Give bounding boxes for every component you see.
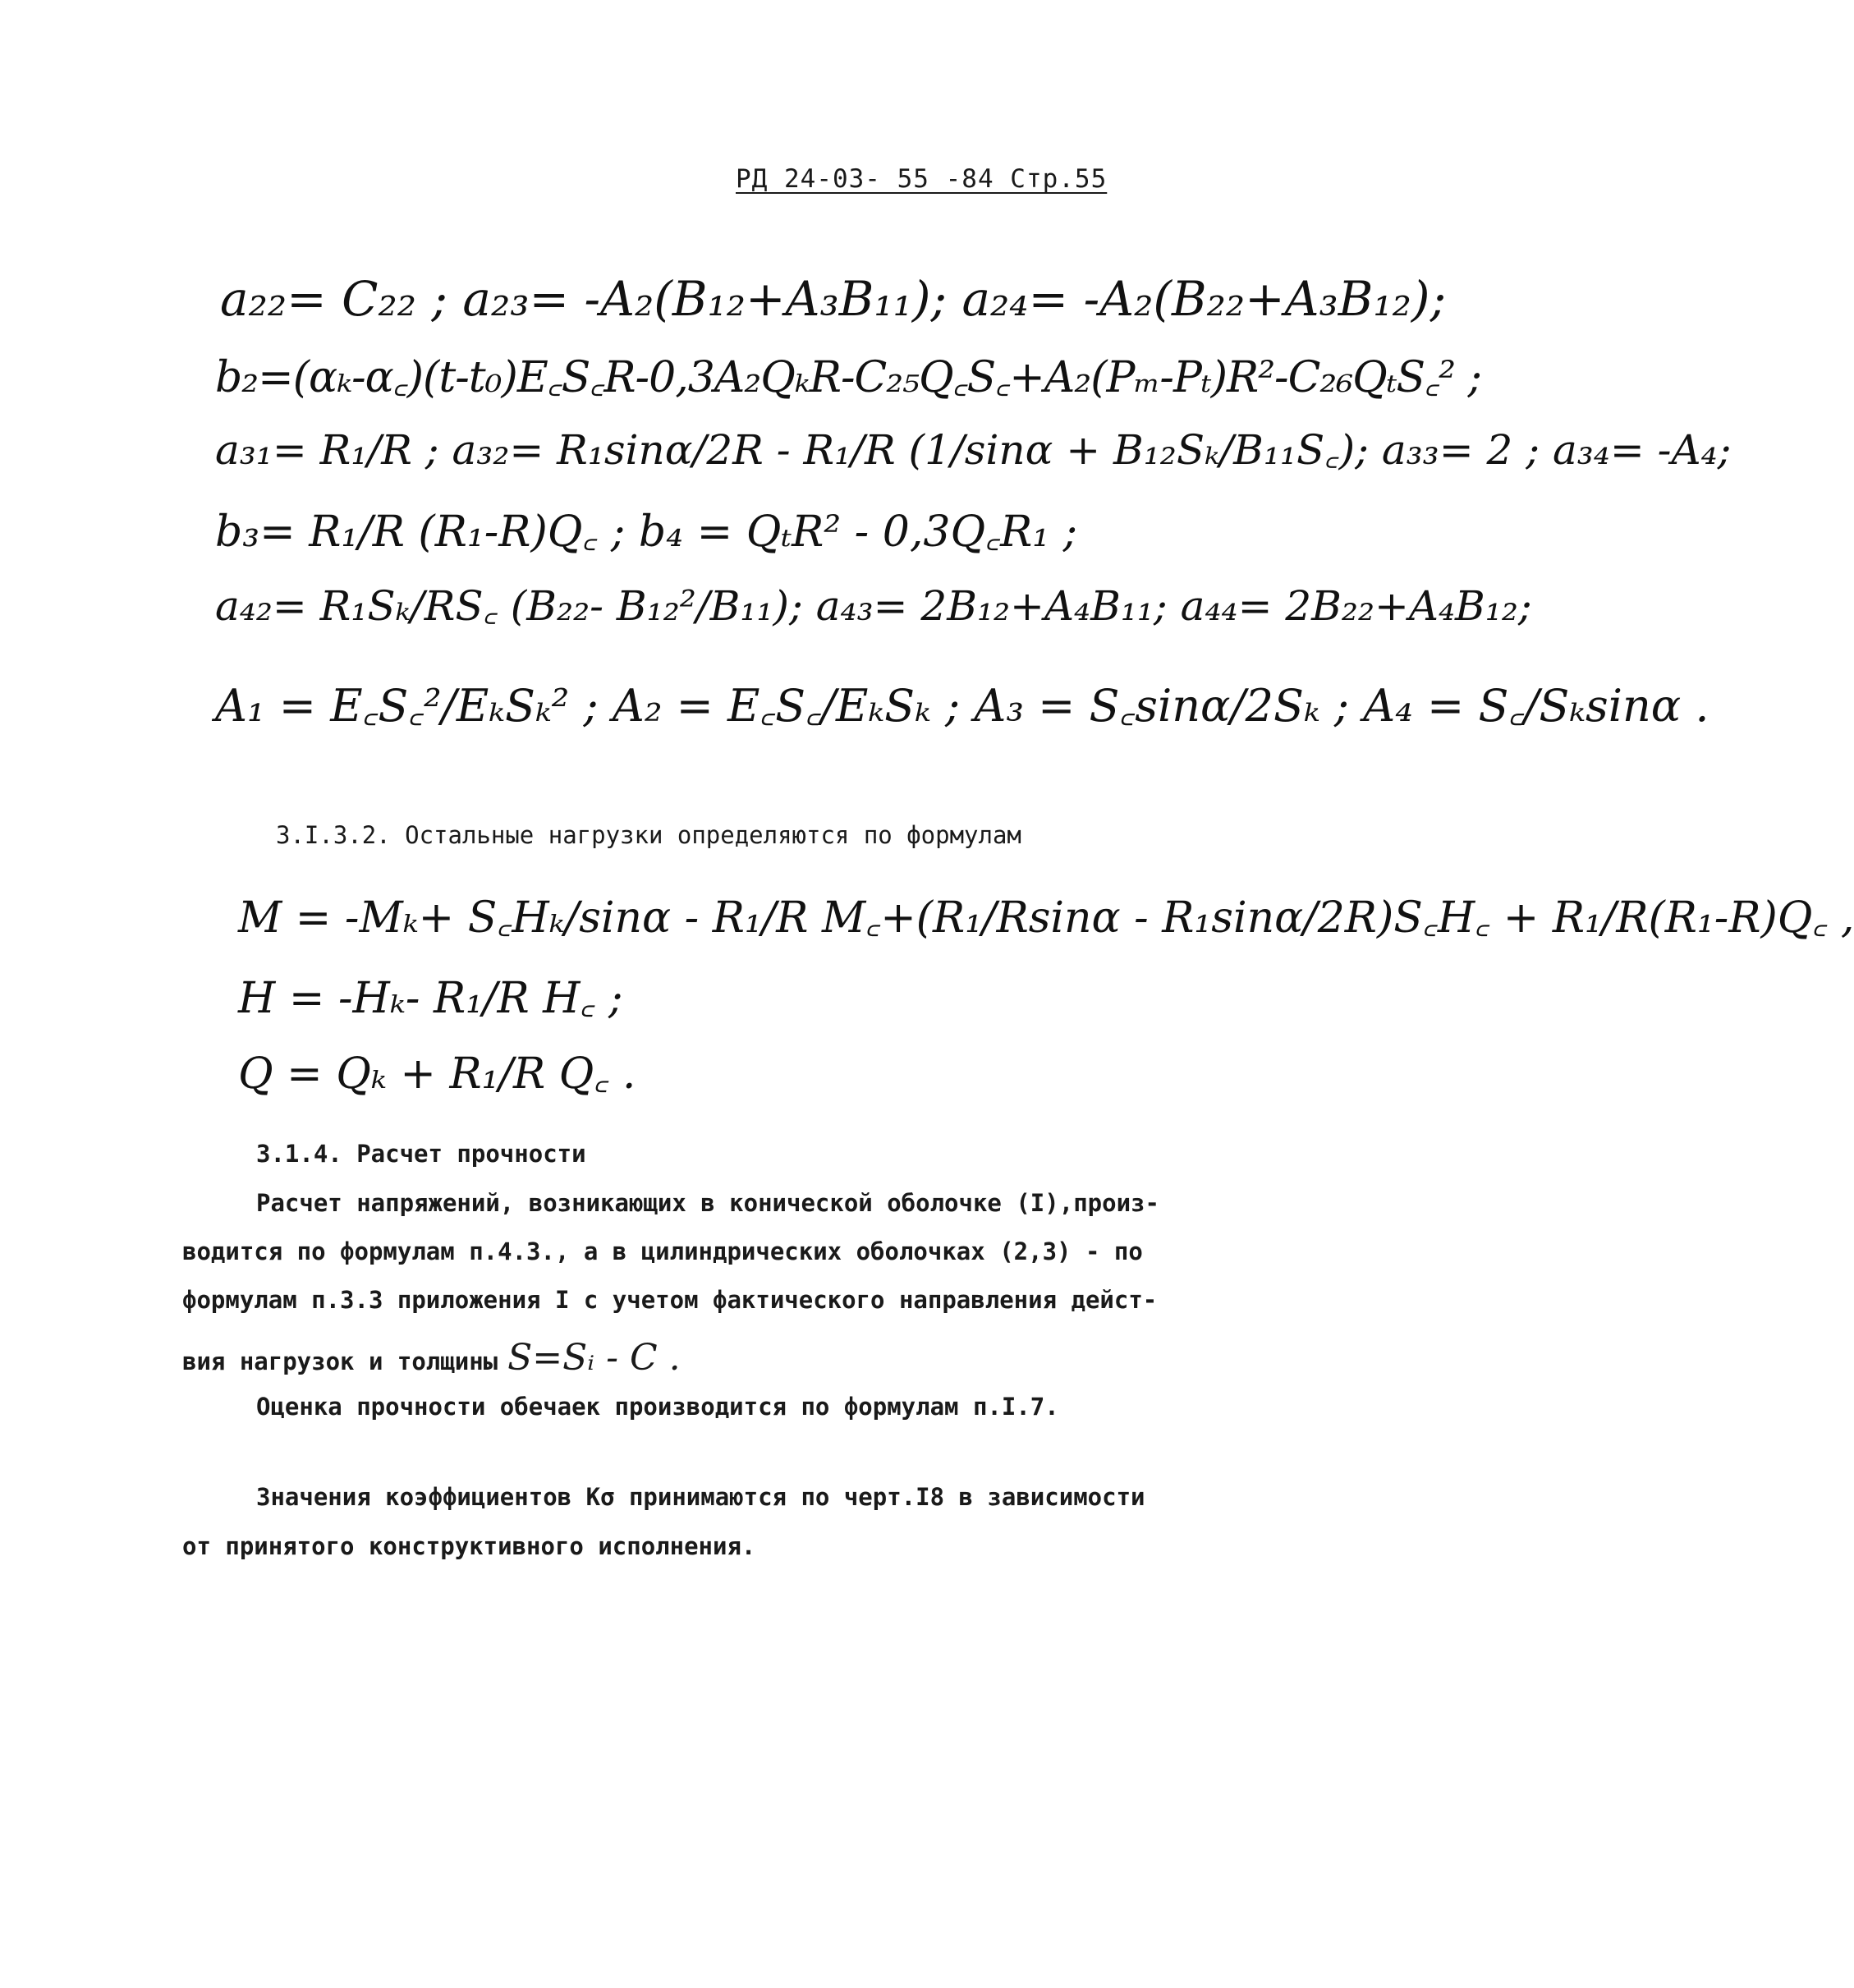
paragraph-line: формулам п.3.3 приложения I с учетом фактического направления дейст- xyxy=(182,1286,1158,1314)
formula-b2: b₂=(αₖ-α꜀)(t-t₀)E꜀S꜀R-0,3A₂QₖR-C₂₅Q꜀S꜀+A₂(Pₘ-Pₜ)R²-C₂₆QₜS꜀² ; xyxy=(215,353,1482,402)
section-heading-314: 3.1.4. Расчет прочности xyxy=(256,1140,586,1168)
paragraph-line: Расчет напряжений, возникающих в конической оболочке (I),произ- xyxy=(256,1189,1159,1217)
paragraph-line xyxy=(182,1337,681,1379)
formula-a1-a4: A₁ = E꜀S꜀²/EₖSₖ² ; A₂ = E꜀S꜀/EₖSₖ ; A₃ = S꜀sinα/2Sₖ ; A₄ = S꜀/Sₖsinα . xyxy=(215,680,1709,732)
formula-a42-a44: a₄₂= R₁Sₖ/RS꜀ (B₂₂- B₁₂²/B₁₁); a₄₃= 2B₁₂+A₄B₁₁; a₄₄= 2B₂₂+A₄B₁₂; xyxy=(215,582,1532,630)
formula-b3-b4: b₃= R₁/R (R₁-R)Q꜀ ; b₄ = QₜR² - 0,3Q꜀R₁ ; xyxy=(215,507,1078,557)
formula-h-force: H = -Hₖ- R₁/R H꜀ ; xyxy=(238,974,623,1023)
page-header xyxy=(736,164,1107,194)
strength-assessment-line: Оценка прочности обечаек производится по формулам п.I.7. xyxy=(256,1393,1059,1421)
formula-moment: M = -Mₖ+ S꜀Hₖ/sinα - R₁/R M꜀+(R₁/Rsinα - R₁sinα/2R)S꜀H꜀ + R₁/R(R₁-R)Q꜀ , xyxy=(238,893,1854,943)
formula-a22-a24: a₂₂= C₂₂ ; a₂₃= -A₂(B₁₂+A₃B₁₁); a₂₄= -A₂(B₂₂+A₃B₁₂); xyxy=(220,271,1447,327)
formula-q-force: Q = Qₖ + R₁/R Q꜀ . xyxy=(238,1049,636,1099)
paragraph-line: водится по формулам п.4.3., а в цилиндрических оболочках (2,3) - по xyxy=(182,1237,1143,1265)
coefficient-line: Значения коэффициентов Kσ принимаются по черт.I8 в зависимости xyxy=(256,1483,1145,1511)
paragraph-text: вия нагрузок и толщины xyxy=(182,1348,498,1375)
thickness-formula: S=Sᵢ - C . xyxy=(507,1337,681,1379)
formula-a31-a34: a₃₁= R₁/R ; a₃₂= R₁sinα/2R - R₁/R (1/sinα + B₁₂Sₖ/B₁₁S꜀); a₃₃= 2 ; a₃₄= -A₄; xyxy=(215,426,1732,474)
coefficient-line: от принятого конструктивного исполнения. xyxy=(182,1532,756,1560)
document-code: РД 24-03- 55 -84 Стр.55 xyxy=(736,164,1108,194)
section-heading-3132: 3.I.3.2. Остальные нагрузки определяются по формулам xyxy=(276,821,1021,849)
